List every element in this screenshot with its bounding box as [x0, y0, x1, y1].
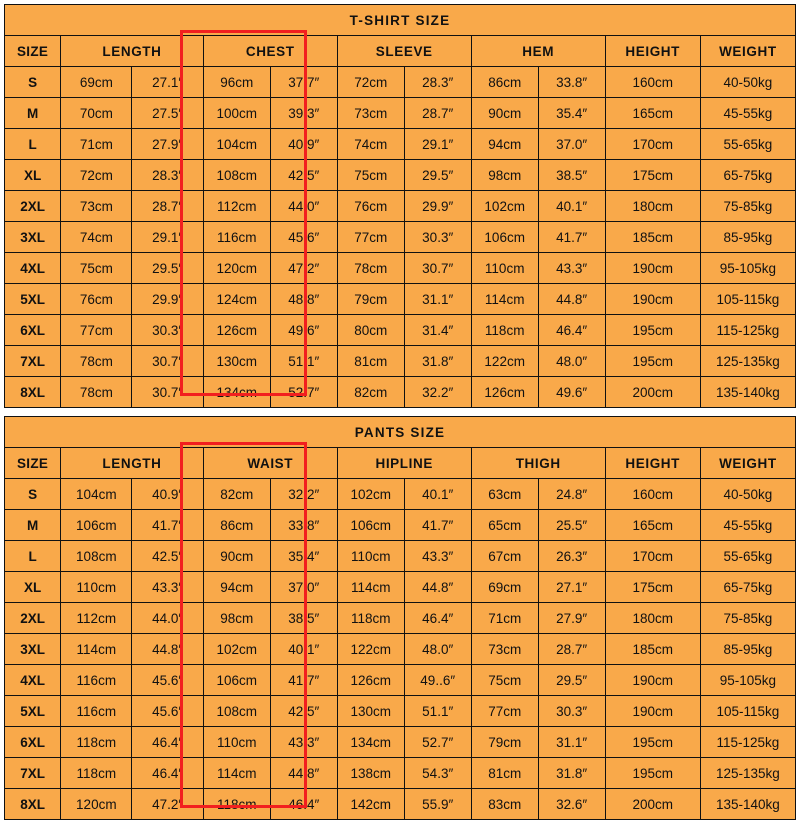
- pants-row-5-c5: 48.0″: [404, 634, 471, 665]
- pants-row-9-c1: 46.4″: [132, 758, 203, 789]
- tshirt-row-10-c3: 52.7″: [270, 377, 337, 408]
- tshirt-row-1-c1: 27.5″: [132, 98, 203, 129]
- pants-row-4-c2: 98cm: [203, 603, 270, 634]
- tshirt-row-6-size: 4XL: [5, 253, 61, 284]
- pants-row-9-c2: 114cm: [203, 758, 270, 789]
- pants-row-2-c2: 90cm: [203, 541, 270, 572]
- pants-row-6-c5: 49..6″: [404, 665, 471, 696]
- pants-row-7-c0: 116cm: [61, 696, 132, 727]
- pants-row-2-c4: 110cm: [337, 541, 404, 572]
- tshirt-row-5-size: 3XL: [5, 222, 61, 253]
- tshirt-row-0-c8: 160cm: [605, 67, 700, 98]
- pants-row-6-c6: 75cm: [471, 665, 538, 696]
- table-row: [5, 572, 796, 603]
- pants-row-5-c6: 73cm: [471, 634, 538, 665]
- tshirt-row-7-size: 5XL: [5, 284, 61, 315]
- table-row: [5, 191, 796, 222]
- tshirt-row-1-c8: 165cm: [605, 98, 700, 129]
- pants-row-0-c8: 160cm: [605, 479, 700, 510]
- tshirt-header-row: [5, 36, 796, 67]
- tshirt-row-4-c0: 73cm: [61, 191, 132, 222]
- pants-row-2-c0: 108cm: [61, 541, 132, 572]
- pants-size-chart: [4, 416, 796, 820]
- tshirt-row-4-c4: 76cm: [337, 191, 404, 222]
- pants-row-0-c6: 63cm: [471, 479, 538, 510]
- tshirt-row-10-c7: 49.6″: [538, 377, 605, 408]
- pants-row-2-c7: 26.3″: [538, 541, 605, 572]
- pants-row-7-c5: 51.1″: [404, 696, 471, 727]
- pants-row-6-size: 4XL: [5, 665, 61, 696]
- pants-row-1-c2: 86cm: [203, 510, 270, 541]
- pants-row-10-c5: 55.9″: [404, 789, 471, 820]
- pants-row-8-c5: 52.7″: [404, 727, 471, 758]
- pants-header-size: SIZE: [5, 448, 61, 479]
- pants-row-5-c9: 85-95kg: [700, 634, 795, 665]
- tshirt-row-3-c1: 28.3″: [132, 160, 203, 191]
- tshirt-row-0-c5: 28.3″: [404, 67, 471, 98]
- pants-row-4-c6: 71cm: [471, 603, 538, 634]
- tshirt-row-8-c0: 77cm: [61, 315, 132, 346]
- tshirt-row-1-c6: 90cm: [471, 98, 538, 129]
- tshirt-row-9-c4: 81cm: [337, 346, 404, 377]
- tshirt-row-7-c9: 105-115kg: [700, 284, 795, 315]
- pants-row-7-c4: 130cm: [337, 696, 404, 727]
- tshirt-row-5-c4: 77cm: [337, 222, 404, 253]
- tshirt-row-6-c6: 110cm: [471, 253, 538, 284]
- tshirt-header-size: SIZE: [5, 36, 61, 67]
- tshirt-header-height: HEIGHT: [605, 36, 700, 67]
- tshirt-row-4-c3: 44.0″: [270, 191, 337, 222]
- pants-row-3-c1: 43.3″: [132, 572, 203, 603]
- pants-header-weight: WEIGHT: [700, 448, 795, 479]
- tshirt-row-4-c2: 112cm: [203, 191, 270, 222]
- pants-header-height: HEIGHT: [605, 448, 700, 479]
- pants-row-2-c5: 43.3″: [404, 541, 471, 572]
- pants-row-3-c9: 65-75kg: [700, 572, 795, 603]
- tshirt-row-10-c6: 126cm: [471, 377, 538, 408]
- tshirt-row-0-c6: 86cm: [471, 67, 538, 98]
- pants-title: PANTS SIZE: [5, 417, 796, 448]
- tshirt-row-9-c2: 130cm: [203, 346, 270, 377]
- pants-row-9-size: 7XL: [5, 758, 61, 789]
- pants-row-9-c8: 195cm: [605, 758, 700, 789]
- tshirt-row-6-c8: 190cm: [605, 253, 700, 284]
- tshirt-row-7-c0: 76cm: [61, 284, 132, 315]
- pants-row-10-c7: 32.6″: [538, 789, 605, 820]
- pants-row-1-c7: 25.5″: [538, 510, 605, 541]
- tshirt-row-4-c7: 40.1″: [538, 191, 605, 222]
- pants-row-7-c9: 105-115kg: [700, 696, 795, 727]
- pants-row-4-c4: 118cm: [337, 603, 404, 634]
- tshirt-row-1-c9: 45-55kg: [700, 98, 795, 129]
- tshirt-row-2-c5: 29.1″: [404, 129, 471, 160]
- pants-row-2-c8: 170cm: [605, 541, 700, 572]
- pants-row-1-c6: 65cm: [471, 510, 538, 541]
- pants-row-10-c3: 46.4″: [270, 789, 337, 820]
- pants-row-0-size: S: [5, 479, 61, 510]
- tshirt-row-7-c5: 31.1″: [404, 284, 471, 315]
- pants-row-10-c9: 135-140kg: [700, 789, 795, 820]
- tshirt-row-2-c2: 104cm: [203, 129, 270, 160]
- tshirt-row-3-c0: 72cm: [61, 160, 132, 191]
- tshirt-row-9-c3: 51.1″: [270, 346, 337, 377]
- table-row: [5, 479, 796, 510]
- pants-row-1-c0: 106cm: [61, 510, 132, 541]
- pants-row-10-size: 8XL: [5, 789, 61, 820]
- tshirt-row-1-c4: 73cm: [337, 98, 404, 129]
- pants-row-5-c0: 114cm: [61, 634, 132, 665]
- tshirt-row-9-c7: 48.0″: [538, 346, 605, 377]
- table-row: [5, 284, 796, 315]
- pants-row-2-c3: 35.4″: [270, 541, 337, 572]
- pants-row-3-c4: 114cm: [337, 572, 404, 603]
- pants-title-row: [5, 417, 796, 448]
- tshirt-row-7-c8: 190cm: [605, 284, 700, 315]
- tshirt-row-4-c5: 29.9″: [404, 191, 471, 222]
- tshirt-row-5-c5: 30.3″: [404, 222, 471, 253]
- tshirt-row-5-c9: 85-95kg: [700, 222, 795, 253]
- pants-row-1-c3: 33.8″: [270, 510, 337, 541]
- pants-row-4-c5: 46.4″: [404, 603, 471, 634]
- tshirt-row-7-c6: 114cm: [471, 284, 538, 315]
- pants-row-10-c6: 83cm: [471, 789, 538, 820]
- pants-row-2-size: L: [5, 541, 61, 572]
- tshirt-row-3-c8: 175cm: [605, 160, 700, 191]
- tshirt-row-6-c3: 47.2″: [270, 253, 337, 284]
- tshirt-row-1-c2: 100cm: [203, 98, 270, 129]
- pants-row-1-c1: 41.7″: [132, 510, 203, 541]
- tshirt-row-8-c8: 195cm: [605, 315, 700, 346]
- tshirt-row-8-c7: 46.4″: [538, 315, 605, 346]
- pants-row-5-c2: 102cm: [203, 634, 270, 665]
- table-row: [5, 377, 796, 408]
- pants-row-2-c1: 42.5″: [132, 541, 203, 572]
- pants-row-8-c7: 31.1″: [538, 727, 605, 758]
- tshirt-row-0-c1: 27.1″: [132, 67, 203, 98]
- tshirt-row-2-c9: 55-65kg: [700, 129, 795, 160]
- pants-row-4-c1: 44.0″: [132, 603, 203, 634]
- pants-header-thigh: THIGH: [471, 448, 605, 479]
- pants-row-3-c5: 44.8″: [404, 572, 471, 603]
- tshirt-row-1-c0: 70cm: [61, 98, 132, 129]
- tshirt-row-9-c5: 31.8″: [404, 346, 471, 377]
- pants-size-table: [4, 416, 796, 820]
- pants-row-9-c0: 118cm: [61, 758, 132, 789]
- tshirt-row-2-c4: 74cm: [337, 129, 404, 160]
- tshirt-row-8-c5: 31.4″: [404, 315, 471, 346]
- pants-row-6-c4: 126cm: [337, 665, 404, 696]
- tshirt-row-6-c9: 95-105kg: [700, 253, 795, 284]
- pants-row-4-c0: 112cm: [61, 603, 132, 634]
- tshirt-row-7-c3: 48.8″: [270, 284, 337, 315]
- pants-row-3-c8: 175cm: [605, 572, 700, 603]
- pants-row-1-c5: 41.7″: [404, 510, 471, 541]
- tshirt-row-2-c6: 94cm: [471, 129, 538, 160]
- tshirt-row-6-c5: 30.7″: [404, 253, 471, 284]
- table-row: [5, 696, 796, 727]
- pants-row-8-c0: 118cm: [61, 727, 132, 758]
- tshirt-row-0-c4: 72cm: [337, 67, 404, 98]
- tshirt-row-5-c8: 185cm: [605, 222, 700, 253]
- tshirt-row-0-size: S: [5, 67, 61, 98]
- pants-row-6-c1: 45.6″: [132, 665, 203, 696]
- pants-row-8-c9: 115-125kg: [700, 727, 795, 758]
- tshirt-row-5-c7: 41.7″: [538, 222, 605, 253]
- pants-row-7-c8: 190cm: [605, 696, 700, 727]
- table-row: [5, 541, 796, 572]
- tshirt-row-3-c9: 65-75kg: [700, 160, 795, 191]
- tshirt-header-chest: CHEST: [203, 36, 337, 67]
- tshirt-row-10-c4: 82cm: [337, 377, 404, 408]
- tshirt-row-9-size: 7XL: [5, 346, 61, 377]
- table-row: [5, 129, 796, 160]
- pants-row-9-c9: 125-135kg: [700, 758, 795, 789]
- pants-row-9-c6: 81cm: [471, 758, 538, 789]
- tshirt-row-10-c2: 134cm: [203, 377, 270, 408]
- tshirt-row-8-c6: 118cm: [471, 315, 538, 346]
- tshirt-row-3-size: XL: [5, 160, 61, 191]
- pants-row-10-c1: 47.2″: [132, 789, 203, 820]
- pants-row-0-c3: 32.2″: [270, 479, 337, 510]
- tshirt-row-5-c0: 74cm: [61, 222, 132, 253]
- pants-row-7-c1: 45.6″: [132, 696, 203, 727]
- tshirt-row-8-size: 6XL: [5, 315, 61, 346]
- tshirt-header-sleeve: SLEEVE: [337, 36, 471, 67]
- tshirt-title: T-SHIRT SIZE: [5, 5, 796, 36]
- tshirt-row-1-size: M: [5, 98, 61, 129]
- pants-row-0-c0: 104cm: [61, 479, 132, 510]
- tshirt-row-9-c1: 30.7″: [132, 346, 203, 377]
- pants-row-3-size: XL: [5, 572, 61, 603]
- pants-row-6-c0: 116cm: [61, 665, 132, 696]
- pants-row-3-c2: 94cm: [203, 572, 270, 603]
- tshirt-row-7-c7: 44.8″: [538, 284, 605, 315]
- pants-row-8-c8: 195cm: [605, 727, 700, 758]
- pants-row-1-c9: 45-55kg: [700, 510, 795, 541]
- tshirt-row-10-c0: 78cm: [61, 377, 132, 408]
- pants-header-length: LENGTH: [61, 448, 204, 479]
- tshirt-row-9-c8: 195cm: [605, 346, 700, 377]
- pants-row-10-c2: 118cm: [203, 789, 270, 820]
- tshirt-row-10-c5: 32.2″: [404, 377, 471, 408]
- tshirt-row-2-c3: 40.9″: [270, 129, 337, 160]
- pants-row-0-c1: 40.9″: [132, 479, 203, 510]
- tshirt-row-0-c9: 40-50kg: [700, 67, 795, 98]
- pants-row-8-c2: 110cm: [203, 727, 270, 758]
- table-row: [5, 510, 796, 541]
- table-row: [5, 98, 796, 129]
- tshirt-row-8-c9: 115-125kg: [700, 315, 795, 346]
- table-row: [5, 727, 796, 758]
- pants-row-0-c9: 40-50kg: [700, 479, 795, 510]
- tshirt-row-2-c8: 170cm: [605, 129, 700, 160]
- tshirt-row-7-c2: 124cm: [203, 284, 270, 315]
- tshirt-row-5-c3: 45.6″: [270, 222, 337, 253]
- tshirt-row-3-c3: 42.5″: [270, 160, 337, 191]
- tshirt-row-9-c6: 122cm: [471, 346, 538, 377]
- pants-row-1-c8: 165cm: [605, 510, 700, 541]
- table-row: [5, 253, 796, 284]
- pants-header-waist: WAIST: [203, 448, 337, 479]
- tshirt-row-5-c6: 106cm: [471, 222, 538, 253]
- tshirt-row-8-c3: 49.6″: [270, 315, 337, 346]
- pants-row-5-c1: 44.8″: [132, 634, 203, 665]
- pants-row-7-size: 5XL: [5, 696, 61, 727]
- pants-row-2-c9: 55-65kg: [700, 541, 795, 572]
- pants-row-5-size: 3XL: [5, 634, 61, 665]
- pants-row-3-c3: 37.0″: [270, 572, 337, 603]
- table-row: [5, 603, 796, 634]
- tshirt-row-6-c0: 75cm: [61, 253, 132, 284]
- tshirt-row-10-size: 8XL: [5, 377, 61, 408]
- tshirt-row-4-c8: 180cm: [605, 191, 700, 222]
- tshirt-row-5-c2: 116cm: [203, 222, 270, 253]
- tshirt-row-4-size: 2XL: [5, 191, 61, 222]
- table-row: [5, 222, 796, 253]
- table-row: [5, 315, 796, 346]
- pants-row-4-c3: 38.5″: [270, 603, 337, 634]
- pants-row-8-c4: 134cm: [337, 727, 404, 758]
- pants-row-7-c3: 42.5″: [270, 696, 337, 727]
- pants-row-10-c4: 142cm: [337, 789, 404, 820]
- tshirt-header-hem: HEM: [471, 36, 605, 67]
- tshirt-row-9-c9: 125-135kg: [700, 346, 795, 377]
- tshirt-row-0-c3: 37.7″: [270, 67, 337, 98]
- table-row: [5, 346, 796, 377]
- pants-row-7-c6: 77cm: [471, 696, 538, 727]
- tshirt-row-10-c9: 135-140kg: [700, 377, 795, 408]
- tshirt-row-6-c4: 78cm: [337, 253, 404, 284]
- tshirt-row-4-c1: 28.7″: [132, 191, 203, 222]
- tshirt-row-3-c5: 29.5″: [404, 160, 471, 191]
- pants-row-4-c8: 180cm: [605, 603, 700, 634]
- pants-header-row: [5, 448, 796, 479]
- tshirt-row-8-c2: 126cm: [203, 315, 270, 346]
- tshirt-row-4-c6: 102cm: [471, 191, 538, 222]
- tshirt-row-2-c1: 27.9″: [132, 129, 203, 160]
- pants-row-3-c7: 27.1″: [538, 572, 605, 603]
- pants-row-9-c4: 138cm: [337, 758, 404, 789]
- tshirt-row-8-c1: 30.3″: [132, 315, 203, 346]
- tshirt-row-3-c2: 108cm: [203, 160, 270, 191]
- pants-row-4-c9: 75-85kg: [700, 603, 795, 634]
- tshirt-row-6-c1: 29.5″: [132, 253, 203, 284]
- pants-row-6-c9: 95-105kg: [700, 665, 795, 696]
- pants-row-2-c6: 67cm: [471, 541, 538, 572]
- pants-row-8-c1: 46.4″: [132, 727, 203, 758]
- tshirt-row-6-c7: 43.3″: [538, 253, 605, 284]
- tshirt-row-9-c0: 78cm: [61, 346, 132, 377]
- pants-row-9-c3: 44.8″: [270, 758, 337, 789]
- table-row: [5, 160, 796, 191]
- tshirt-row-7-c4: 79cm: [337, 284, 404, 315]
- tshirt-row-5-c1: 29.1″: [132, 222, 203, 253]
- pants-row-0-c2: 82cm: [203, 479, 270, 510]
- pants-row-6-c3: 41.7″: [270, 665, 337, 696]
- pants-row-0-c4: 102cm: [337, 479, 404, 510]
- pants-header-hipline: HIPLINE: [337, 448, 471, 479]
- pants-row-7-c7: 30.3″: [538, 696, 605, 727]
- pants-row-1-size: M: [5, 510, 61, 541]
- tshirt-row-7-c1: 29.9″: [132, 284, 203, 315]
- tshirt-size-chart: [4, 4, 796, 408]
- pants-row-5-c4: 122cm: [337, 634, 404, 665]
- pants-row-10-c0: 120cm: [61, 789, 132, 820]
- pants-row-0-c7: 24.8″: [538, 479, 605, 510]
- pants-row-0-c5: 40.1″: [404, 479, 471, 510]
- tshirt-row-3-c7: 38.5″: [538, 160, 605, 191]
- pants-row-5-c8: 185cm: [605, 634, 700, 665]
- pants-row-8-c6: 79cm: [471, 727, 538, 758]
- pants-row-1-c4: 106cm: [337, 510, 404, 541]
- pants-row-8-size: 6XL: [5, 727, 61, 758]
- pants-row-9-c7: 31.8″: [538, 758, 605, 789]
- tshirt-row-1-c5: 28.7″: [404, 98, 471, 129]
- tshirt-row-1-c7: 35.4″: [538, 98, 605, 129]
- pants-row-5-c7: 28.7″: [538, 634, 605, 665]
- tshirt-row-3-c6: 98cm: [471, 160, 538, 191]
- table-row: [5, 789, 796, 820]
- pants-row-7-c2: 108cm: [203, 696, 270, 727]
- tshirt-row-0-c7: 33.8″: [538, 67, 605, 98]
- tshirt-size-table: [4, 4, 796, 408]
- tshirt-header-weight: WEIGHT: [700, 36, 795, 67]
- tshirt-row-6-c2: 120cm: [203, 253, 270, 284]
- table-row: [5, 67, 796, 98]
- pants-row-9-c5: 54.3″: [404, 758, 471, 789]
- table-row: [5, 758, 796, 789]
- tshirt-header-length: LENGTH: [61, 36, 204, 67]
- tshirt-row-10-c1: 30.7″: [132, 377, 203, 408]
- tshirt-row-2-c0: 71cm: [61, 129, 132, 160]
- tshirt-row-2-size: L: [5, 129, 61, 160]
- pants-row-6-c2: 106cm: [203, 665, 270, 696]
- pants-row-3-c6: 69cm: [471, 572, 538, 603]
- tshirt-row-4-c9: 75-85kg: [700, 191, 795, 222]
- pants-row-6-c8: 190cm: [605, 665, 700, 696]
- tshirt-title-row: [5, 5, 796, 36]
- pants-row-4-size: 2XL: [5, 603, 61, 634]
- tshirt-row-1-c3: 39.3″: [270, 98, 337, 129]
- tshirt-row-0-c0: 69cm: [61, 67, 132, 98]
- table-row: [5, 665, 796, 696]
- tshirt-row-3-c4: 75cm: [337, 160, 404, 191]
- table-row: [5, 634, 796, 665]
- tshirt-row-10-c8: 200cm: [605, 377, 700, 408]
- pants-row-5-c3: 40.1″: [270, 634, 337, 665]
- pants-row-8-c3: 43.3″: [270, 727, 337, 758]
- tshirt-row-8-c4: 80cm: [337, 315, 404, 346]
- tshirt-row-0-c2: 96cm: [203, 67, 270, 98]
- pants-row-6-c7: 29.5″: [538, 665, 605, 696]
- pants-row-3-c0: 110cm: [61, 572, 132, 603]
- tshirt-row-2-c7: 37.0″: [538, 129, 605, 160]
- pants-row-4-c7: 27.9″: [538, 603, 605, 634]
- pants-row-10-c8: 200cm: [605, 789, 700, 820]
